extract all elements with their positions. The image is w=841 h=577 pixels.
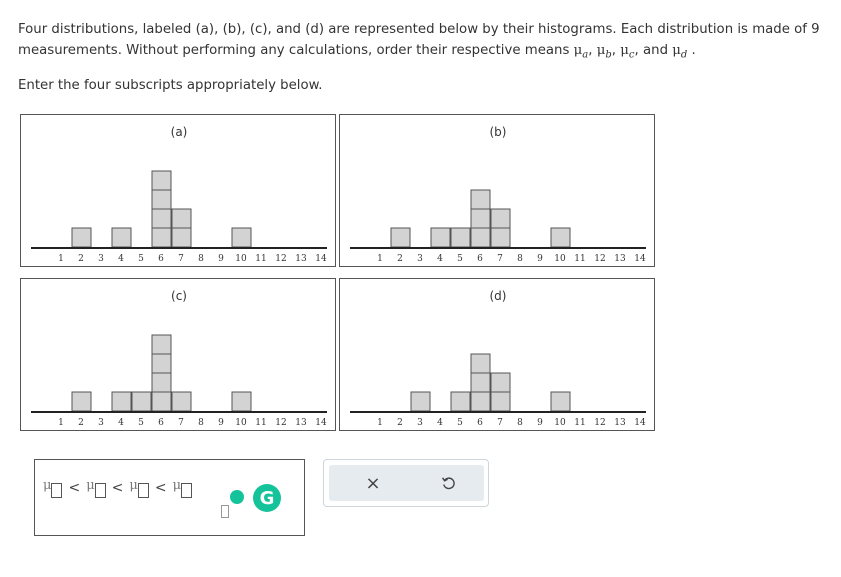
- histogram-b: [340, 115, 656, 268]
- answer-slot-1: μ: [43, 478, 62, 498]
- histogram-box: [471, 373, 490, 392]
- histogram-box: [152, 392, 171, 411]
- histogram-box: [152, 190, 171, 209]
- tick-label: 14: [315, 254, 327, 264]
- answer-slot-2: μ: [86, 478, 105, 498]
- histogram-box: [471, 190, 490, 209]
- tick-label: 6: [477, 418, 483, 428]
- tick-label: 10: [235, 418, 247, 428]
- tick-label: 5: [457, 418, 463, 428]
- question-line-1: Four distributions, labeled (a), (b), (c), and (d) are represented below by their histograms. Each distribution is made of 9: [18, 22, 820, 37]
- histogram-box: [232, 228, 251, 247]
- tick-label: 3: [417, 254, 423, 264]
- histogram-panel-b: [339, 114, 655, 267]
- tick-label: 1: [377, 254, 383, 264]
- tick-label: 2: [397, 254, 403, 264]
- tick-label: 1: [377, 418, 383, 428]
- question-text: [18, 19, 818, 66]
- histogram-box: [491, 392, 510, 411]
- tick-label: 11: [255, 418, 267, 428]
- answer-input-1[interactable]: [51, 483, 62, 498]
- histogram-box: [491, 373, 510, 392]
- histogram-box: [491, 228, 510, 247]
- tick-label: 9: [537, 254, 543, 264]
- tick-label: 2: [78, 418, 84, 428]
- histogram-box: [132, 392, 151, 411]
- tick-label: 1: [58, 418, 64, 428]
- tick-label: 6: [158, 254, 164, 264]
- tick-label: 13: [295, 418, 307, 428]
- tick-label: 5: [138, 254, 144, 264]
- histogram-box: [72, 228, 91, 247]
- less-than-3: <: [154, 480, 167, 496]
- tick-label: 4: [118, 254, 124, 264]
- histogram-box: [112, 228, 131, 247]
- action-panel-inner: [329, 465, 484, 501]
- lightbulb-icon[interactable]: [230, 490, 244, 504]
- tick-label: 2: [78, 254, 84, 264]
- histogram-box: [172, 392, 191, 411]
- tick-label: 8: [198, 418, 204, 428]
- tick-label: 13: [295, 254, 307, 264]
- tick-label: 6: [158, 418, 164, 428]
- histogram-box: [451, 228, 470, 247]
- tick-label: 3: [417, 418, 423, 428]
- histogram-box: [471, 209, 490, 228]
- tick-label: 12: [275, 254, 287, 264]
- action-panel: [323, 459, 489, 507]
- answer-slot-3: μ: [129, 478, 148, 498]
- reset-button[interactable]: [419, 465, 479, 501]
- answer-row: [43, 478, 198, 498]
- answer-input-3[interactable]: [138, 483, 149, 498]
- histogram-box: [152, 354, 171, 373]
- tick-label: 4: [437, 254, 443, 264]
- histogram-panel-c: [20, 278, 336, 431]
- tick-label: 1: [58, 254, 64, 264]
- tick-label: 11: [255, 254, 267, 264]
- clear-button[interactable]: [343, 465, 403, 501]
- tick-label: 14: [634, 418, 646, 428]
- histogram-label: (d): [489, 289, 507, 303]
- histogram-box: [491, 209, 510, 228]
- tick-label: 3: [98, 254, 104, 264]
- tick-label: 9: [218, 418, 224, 428]
- tick-label: 8: [517, 254, 523, 264]
- histogram-box: [152, 335, 171, 354]
- mu-a: $\mu_a$: [573, 43, 589, 61]
- tick-label: 6: [477, 254, 483, 264]
- tick-label: 4: [437, 418, 443, 428]
- histogram-box: [471, 392, 490, 411]
- histogram-box: [152, 373, 171, 392]
- histogram-label: (b): [489, 125, 507, 139]
- histogram-box: [471, 354, 490, 373]
- instruction-text: Enter the four subscripts appropriately below.: [18, 78, 323, 93]
- histogram-box: [471, 228, 490, 247]
- tick-label: 9: [218, 254, 224, 264]
- tick-label: 11: [574, 254, 586, 264]
- less-than-1: <: [68, 480, 81, 496]
- tick-label: 8: [517, 418, 523, 428]
- question-line-2: measurements. Without performing any calculations, order their respective means $\mu_a$, $\mu_b$, $\mu_c$, and $\mu_d$ .: [18, 43, 696, 61]
- tick-label: 7: [178, 254, 184, 264]
- mu-b: $\mu_b$: [596, 43, 612, 61]
- histogram-label: (a): [170, 125, 188, 139]
- tick-label: 14: [634, 254, 646, 264]
- tick-label: 12: [275, 418, 287, 428]
- tick-label: 13: [614, 418, 626, 428]
- mu-d: $\mu_d$: [672, 43, 688, 61]
- histogram-box: [551, 228, 570, 247]
- question-line-2-prefix: measurements. Without performing any calculations, order their respective means: [18, 43, 574, 58]
- histogram-box: [152, 209, 171, 228]
- resize-handle[interactable]: [221, 505, 229, 518]
- tick-label: 9: [537, 418, 543, 428]
- histogram-label: (c): [171, 289, 187, 303]
- tick-label: 14: [315, 418, 327, 428]
- close-icon: ×: [365, 472, 381, 494]
- tick-label: 5: [457, 254, 463, 264]
- tick-label: 12: [594, 418, 606, 428]
- tick-label: 10: [554, 254, 566, 264]
- histogram-box: [72, 392, 91, 411]
- histogram-box: [112, 392, 131, 411]
- less-than-2: <: [111, 480, 124, 496]
- histogram-box: [551, 392, 570, 411]
- histogram-panel-a: [20, 114, 336, 267]
- answer-slot-4: μ: [173, 478, 192, 498]
- tick-label: 13: [614, 254, 626, 264]
- histogram-d: [340, 279, 656, 432]
- tick-label: 12: [594, 254, 606, 264]
- tick-label: 3: [98, 418, 104, 428]
- tick-label: 2: [397, 418, 403, 428]
- answer-input-2[interactable]: [95, 483, 106, 498]
- histogram-panel-d: [339, 278, 655, 431]
- mu-c: $\mu_c$: [620, 43, 635, 61]
- tick-label: 11: [574, 418, 586, 428]
- tick-label: 5: [138, 418, 144, 428]
- tick-label: 7: [497, 418, 503, 428]
- histogram-box: [152, 171, 171, 190]
- tick-label: 7: [178, 418, 184, 428]
- histogram-a: [21, 115, 337, 268]
- histogram-c: [21, 279, 337, 432]
- answer-input-4[interactable]: [181, 483, 192, 498]
- histogram-box: [451, 392, 470, 411]
- grammarly-icon[interactable]: G: [253, 484, 281, 512]
- tick-label: 10: [554, 418, 566, 428]
- histogram-box: [232, 392, 251, 411]
- tick-label: 8: [198, 254, 204, 264]
- tick-label: 7: [497, 254, 503, 264]
- histogram-box: [391, 228, 410, 247]
- histogram-box: [172, 228, 191, 247]
- histogram-box: [411, 392, 430, 411]
- tick-label: 4: [118, 418, 124, 428]
- tick-label: 10: [235, 254, 247, 264]
- histogram-box: [152, 228, 171, 247]
- undo-icon: [441, 475, 457, 491]
- histogram-box: [431, 228, 450, 247]
- histogram-box: [172, 209, 191, 228]
